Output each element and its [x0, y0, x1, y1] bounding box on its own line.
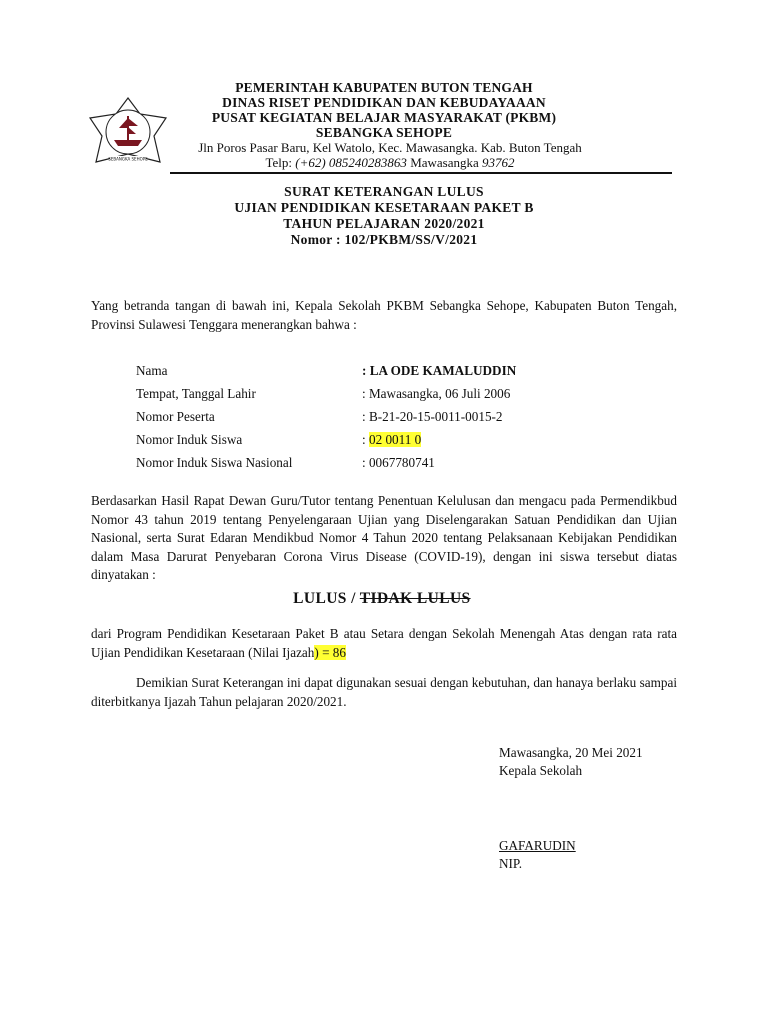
letterhead-line-4: SEBANGKA SEHOPE: [315, 125, 453, 140]
signature-name: GAFARUDIN: [499, 838, 576, 853]
result-line: [0, 590, 768, 608]
program-paragraph: [91, 625, 677, 662]
letterhead-divider: [170, 172, 672, 174]
field-label: Nomor Induk Siswa: [136, 432, 243, 447]
score-highlight: ) = 86: [314, 644, 346, 660]
phone-number: (+62) 085240283863: [295, 155, 407, 170]
letterhead-address: Jln Poros Pasar Baru, Kel Watolo, Kec. Mawasangka. Kab. Buton Tengah: [198, 140, 582, 155]
doc-title-1: SURAT KETERANGAN LULUS: [284, 184, 484, 199]
field-label: Tempat, Tanggal Lahir: [136, 386, 256, 401]
field-value-prefix: :: [362, 432, 369, 447]
letterhead-line-2: DINAS RISET PENDIDIKAN DAN KEBUDAYAAAN: [222, 95, 546, 110]
result-pass: LULUS /: [293, 590, 356, 607]
field-value: : 0067780741: [362, 455, 435, 470]
field-value: : LA ODE KAMALUDDIN: [362, 363, 517, 378]
phone-city: Mawasangka: [410, 155, 479, 170]
field-label: Nama: [136, 363, 168, 378]
postal-code: 93762: [482, 155, 515, 170]
field-value: : B-21-20-15-0011-0015-2: [362, 409, 503, 424]
ship-icon: [114, 140, 142, 146]
signature-place-date: Mawasangka, 20 Mei 2021: [499, 745, 643, 760]
letterhead-line-3: PUSAT KEGIATAN BELAJAR MASYARAKAT (PKBM): [211, 110, 557, 125]
letterhead-line-1: PEMERINTAH KABUPATEN BUTON TENGAH: [235, 80, 533, 95]
signature-position: Kepala Sekolah: [499, 763, 583, 778]
logo-text: SEBANGKA SEHOPE: [108, 156, 148, 162]
doc-title-3: TAHUN PELAJARAN 2020/2021: [283, 216, 485, 231]
program-text: dari Program Pendidikan Kesetaraan Paket B atau Setara dengan Sekolah Menengah Atas dengan rata rata Ujian Pendidikan Kesetaraan (Nilai Ijazah: [91, 626, 677, 660]
doc-title-2: UJIAN PENDIDIKAN KESETARAAN PAKET B: [234, 200, 534, 215]
closing-paragraph: Demikian Surat Keterangan ini dapat digunakan sesuai dengan kebutuhan, dan hanaya berlaku sampai diterbitkanya Ijazah Tahun pelajaran 2020/2021.: [91, 675, 677, 709]
letterhead-phone: [160, 155, 620, 170]
student-id-highlight: 02 0011 0: [368, 432, 422, 447]
doc-number: Nomor : 102/PKBM/SS/V/2021: [290, 232, 478, 247]
intro-paragraph: Yang betranda tangan di bawah ini, Kepala Sekolah PKBM Sebangka Sehope, Kabupaten Buton Tengah, Provinsi Sulawesi Tenggara menerangkan bahwa :: [91, 298, 677, 332]
field-value: [362, 431, 421, 449]
field-value: : Mawasangka, 06 Juli 2006: [362, 386, 511, 401]
signature-nip: NIP.: [499, 856, 523, 871]
field-label: Nomor Induk Siswa Nasional: [136, 455, 293, 470]
result-fail-struck: TIDAK LULUS: [359, 590, 471, 607]
basis-paragraph: Berdasarkan Hasil Rapat Dewan Guru/Tutor tentang Penentuan Kelulusan dan mengacu pada Permendikbud Nomor 43 tahun 2019 tentang Penyelengaraan Ujian yang Diselengarakan Satuan Pendidikan dan Ujian Nasional, serta Surat Edaran Mendikbud Nomor 4 Tahun 2020 tentang Pelaksanaan Kebijakan Pendidikan dalam Masa Darurat Penyebaran Corona Virus Disease (COVID-19), dengan ini siswa tersebut diatas dinyatakan :: [91, 493, 677, 583]
phone-label: Telp:: [265, 155, 292, 170]
field-label: Nomor Peserta: [136, 409, 215, 424]
